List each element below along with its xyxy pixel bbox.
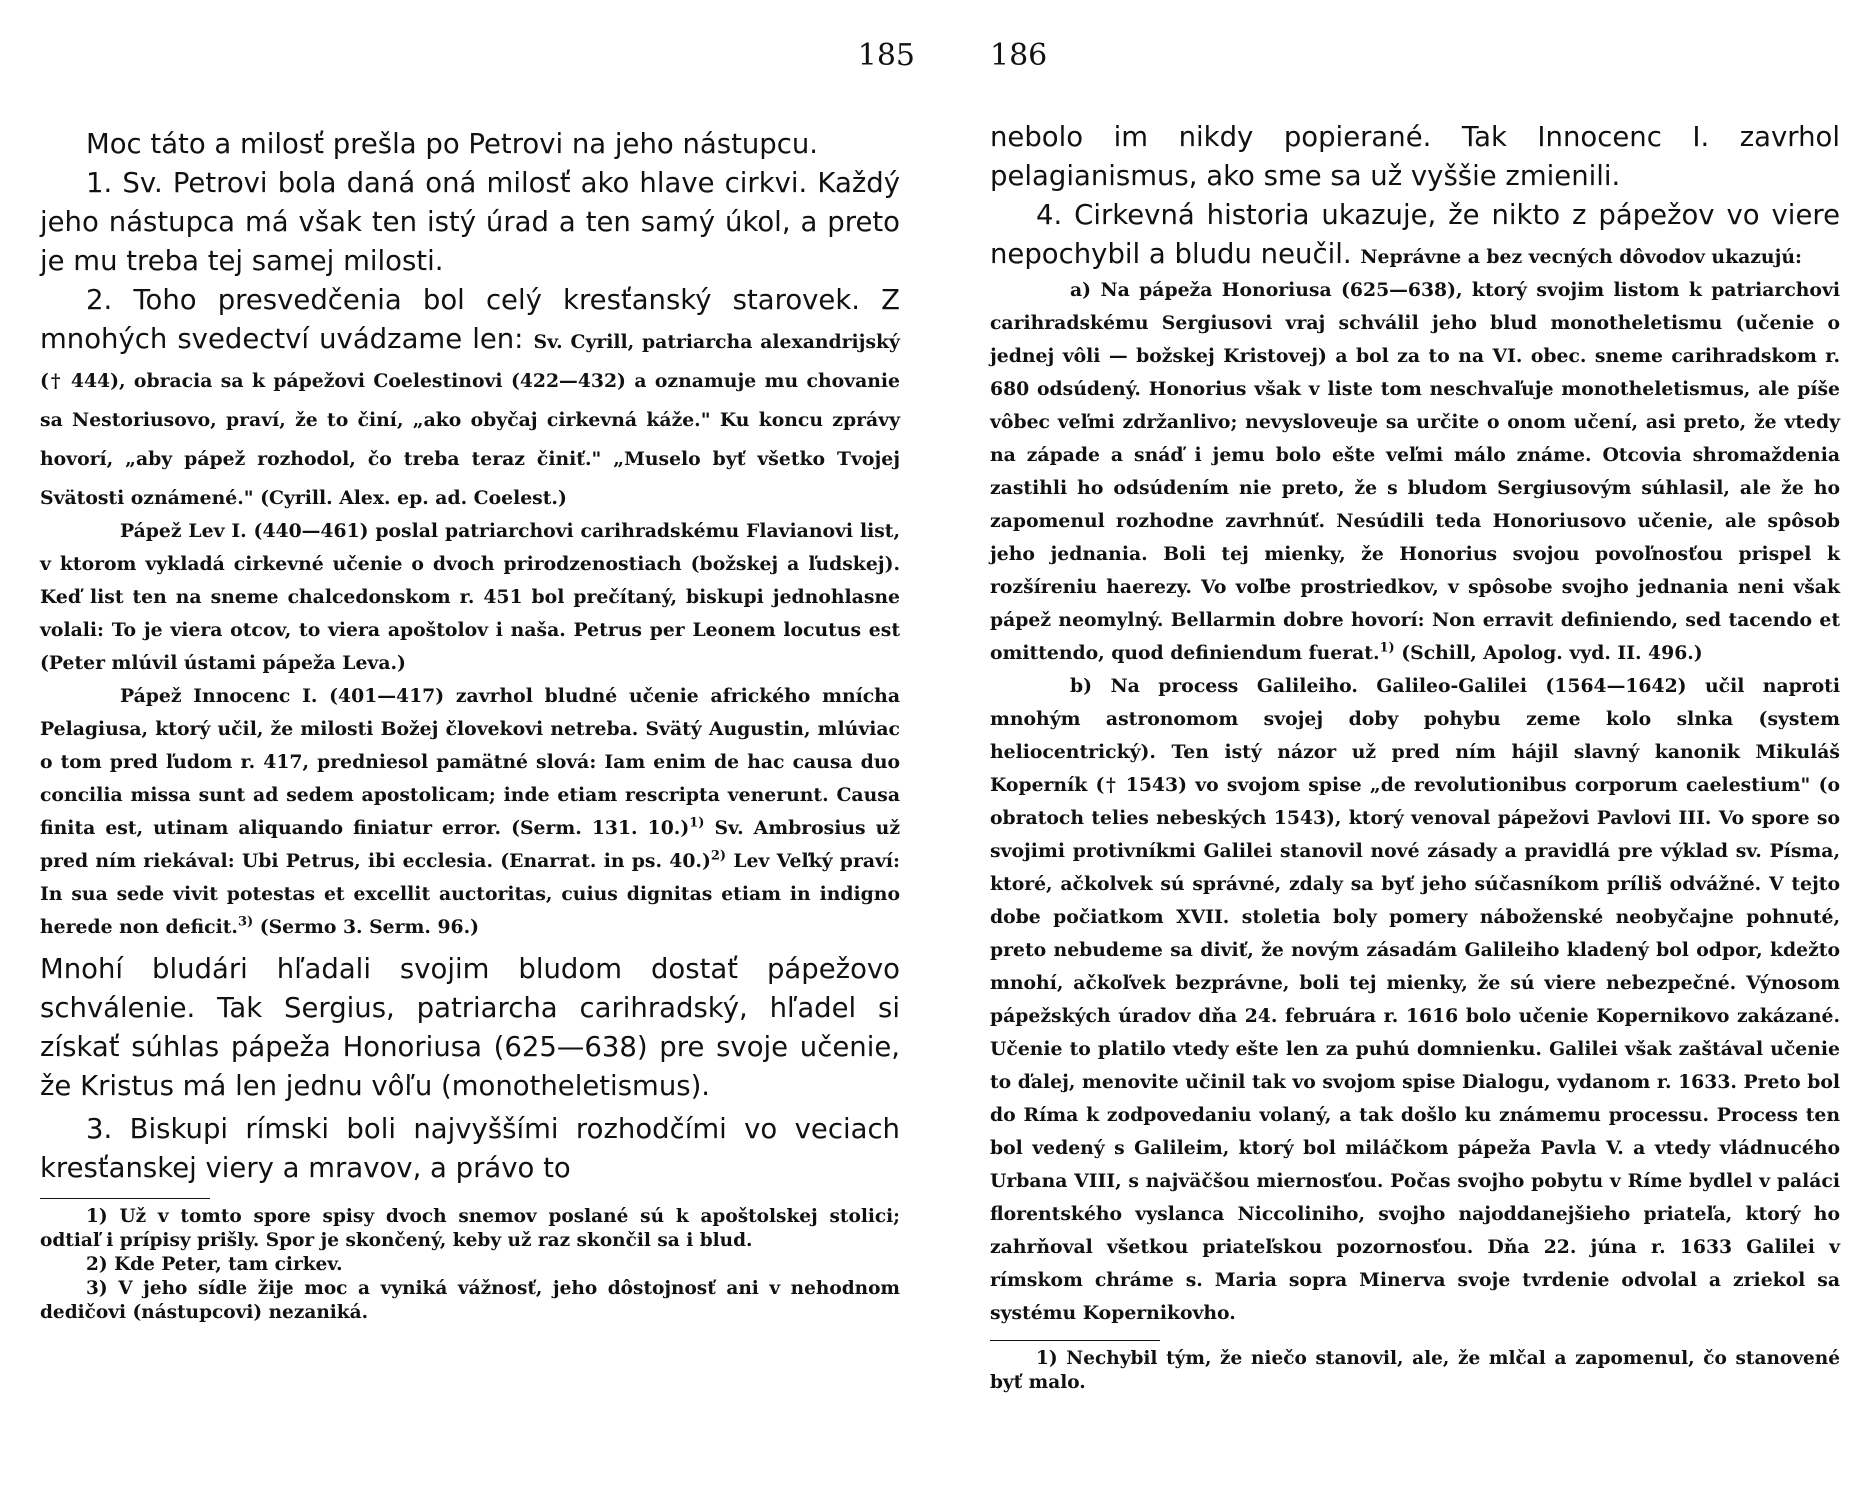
paragraph: Pápež Innocenc I. (401—417) zavrhol bludné učenie afrického mnícha Pelagiusa, ktorý učil, že milosti Božej človekovi netreba. Svätý Augustin, mlúviac o tom pred ľudom r. 417, predniesol pamätné slová: Iam enim de hac causa duo concilia missa sunt ad sedem apostolicam; inde etiam rescripta venerunt. Causa finita est, utinam aliquando finiatur error. (Serm. 131. 10.)$^{1)}$ Sv. Ambrosius už pred ním riekával: Ubi Petrus, ibi ecclesia. (Enarrat. in ps. 40.)$^{2)}$ Lev Veľký praví: In sua sede vivit potestas et excellit auctoritas, cuius dignitas etiam in indigno herede non deficit.$^{3)}$ (Sermo 3. Serm. 96.): [40, 685, 900, 938]
paragraph: [40, 281, 900, 515]
left-page: [40, 0, 915, 1500]
page-number: 185: [857, 38, 915, 73]
footnote: 1) Už v tomto spore spisy dvoch snemov poslané sú k apoštolskej stolici; odtiaľ i prípisy prišly. Spor je skončený, keby už raz skončil sa i blud.: [40, 1206, 900, 1251]
paragraph: Pápež Lev I. (440—461) poslal patriarchovi carihradskému Flavianovi list, v ktorom vykladá cirkevné učenie o dvoch prirodzenostiach (božskej a ľudskej). Keď list ten na sneme chalcedonskom r. 451 bol prečítaný, biskupi jednohlasne volali: To je viera otcov, to viera apoštolov i naša. Petrus per Leonem locutus est (Peter mlúvil ústami pápeža Leva.): [40, 520, 900, 674]
footnote-ref: 1): [689, 815, 705, 831]
paragraph: nebolo im nikdy popierané. Tak Innocenc I. zavrhol pelagianismus, ako sme sa už vyššie zmienili.: [990, 121, 1840, 192]
right-page-text: [990, 118, 1840, 1395]
footnote: 2) Kde Peter, tam cirkev.: [86, 1254, 343, 1275]
page-number: 186: [990, 38, 1048, 73]
right-page: [990, 0, 1840, 1500]
footnote: 1) Nechybil tým, že niečo stanovil, ale, že mlčal a zapomenul, čo stanovené byť malo.: [990, 1348, 1840, 1393]
paragraph: a) Na pápeža Honoriusa (625—638), ktorý svojim listom k patriarchovi carihradskému Sergiusovi vraj schválil jeho blud monotheletismu (učenie o jednej vôli — božskej Kristovej) a bol za to na VI. obec. sneme carihradskom r. 680 odsúdený. Honorius však v liste tom neschvaľuje monotheletismus, ale píše vôbec veľmi zdržanlivo; nevysloveuje sa určite o onom učení, asi preto, že vtedy na západe a snáď i jemu bolo ešte veľmi málo známe. Otcovia shromaždenia zastihli ho odsúdením nie preto, že s bludom Sergiusovým súhlasil, ale že ho zapomenul rozhodne zavrhnúť. Nesúdili teda Honoriusovo učenie, ale spôsob jeho jednania. Boli tej mienky, že Honorius svojou povoľnosťou prispel k rozšíreniu haerezy. Vo voľbe prostriedkov, v spôsobe svojho jednania neni však pápež neomylný. Bellarmin dobre hovorí: Non erravit definiendo, sed tacendo et omittendo, quod definiendum fuerat.$^{1)}$ (Schill, Apolog. vyd. II. 496.): [990, 279, 1840, 664]
footnote-ref: 1): [1379, 640, 1395, 656]
footnote-ref: 3): [237, 914, 254, 930]
paragraph-text-small: Sv. Cyrill, patriarcha alexandrijský († 444), obracia sa k pápežovi Coelestinovi (422—432) a oznamuje mu chovanie sa Nestoriusovo, praví, že to činí, „ako obyčaj cirkevná káže." Ku koncu zprávy hovorí, „aby pápež rozhodol, čo treba teraz činiť." „Muselo byť všetko Tvojej Svätosti oznámené." (Cyrill. Alex. ep. ad. Coelest.): [40, 331, 900, 509]
footnote-divider: [990, 1340, 1160, 1341]
footnote-divider: [40, 1198, 210, 1199]
paragraph-text: 2. Toho presvedčenia bol celý kresťanský starovek. Z mnohých svedectví uvádzame len:: [40, 284, 900, 355]
paragraph: Moc táto a milosť prešla po Petrovi na jeho nástupcu.: [86, 128, 819, 160]
footnote: 3) V jeho sídle žije moc a vyniká vážnosť, jeho dôstojnosť ani v nehodnom dedičovi (nástupcovi) nezaniká.: [40, 1278, 900, 1323]
footnote-ref: 2): [710, 848, 727, 864]
paragraph: Mnohí bludári hľadali svojim bludom dostať pápežovo schválenie. Tak Sergius, patriarcha carihradský, hľadel si získať súhlas pápeža Honoriusa (625—638) pre svoje učenie, že Kristus má len jednu vôľu (monotheletismus).: [40, 953, 900, 1102]
paragraph: 4. Cirkevná historia ukazuje, že nikto z pápežov vo viere nepochybil a bludu neučil. Neprávne a bez vecných dôvodov ukazujú:: [990, 199, 1840, 270]
left-page-text: [40, 125, 900, 1325]
paragraph: b) Na process Galileiho. Galileo-Galilei (1564—1642) učil naproti mnohým astronomom svojej doby pohybu zeme kolo slnka (system heliocentrický). Ten istý názor už pred ním hájil slavný kanonik Mikuláš Koperník († 1543) vo svojom spise „de revolutionibus corporum caelestium" (o obratoch telies nebeských 1543), ktorý venoval pápežovi Pavlovi III. Vo spore so svojimi protivníkmi Galilei stanovil nové zásady a pravidlá pre výklad sv. Písma, ktoré, ačkolvek sú správné, zdaly sa byť jeho súčasníkom príliš odvážné. V tejto dobe počiatkom XVII. stoletia boly pomery náboženské neobyčajne pohnuté, preto nebudeme sa diviť, že novým zásadám Galileiho kladený bol odpor, kdežto mnohí, ačkoľvek bezprávne, boli tej mienky, že sú viere nebezpečné. Výnosom pápežských úradov dňa 24. februára r. 1616 bolo učenie Kopernikovo zakázané. Učenie to platilo vtedy ešte len za puhú domnienku. Galilei však zaštával učenie to ďalej, menovite učinil tak vo svojom spise Dialogu, vydanom r. 1633. Preto bol do Ríma k zodpovedaniu volaný, a tak došlo ku známemu processu. Process ten bol vedený s Galileim, ktorý bol miláčkom pápeža Pavla V. a vtedy vládnucého Urbana VIII, s najväčšou miernosťou. Počas svojho pobytu v Ríme bydlel v paláci florentského vyslanca Niccoliniho, svojho najoddanejšieho priateľa, ktorý ho zahrňoval všetkou priateľskou pozornosťou. Dňa 22. júna r. 1633 Galilei v rímskom chráme s. Maria sopra Minerva svoje tvrdenie odvolal a zriekol sa systému Kopernikovho.: [990, 675, 1840, 1324]
paragraph: 1. Sv. Petrovi bola daná oná milosť ako hlave cirkvi. Každý jeho nástupca má však ten istý úrad a ten samý úkol, a preto je mu treba tej samej milosti.: [40, 167, 900, 277]
paragraph: 3. Biskupi rímski boli najvyššími rozhodčími vo veciach kresťanskej viery a mravov, a právo to: [40, 1113, 900, 1184]
